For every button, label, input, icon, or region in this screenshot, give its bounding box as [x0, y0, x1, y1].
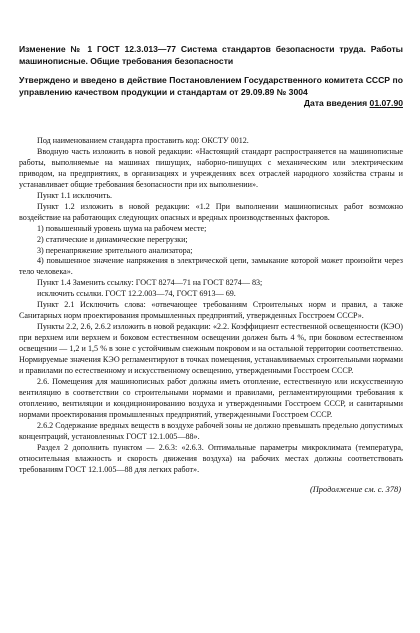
effective-date-line [19, 98, 403, 110]
effective-date-label: Дата введения [303, 98, 368, 109]
approval-block [19, 75, 403, 110]
paragraph: 2.6. Помещения для машинописных работ должны иметь отопление, естественную или искусственную вентиляцию в соответствии со строительными нормами и правилами, регламентирующими требования к отоплению, вентиляции и кондиционированию воздуха и утвержденными Госстроем СССР, и санитарными нормами проектирования промышленных предприятий, утвержденными Госстроем СССР. [19, 376, 403, 419]
paragraph: Пункт 2.1 Исключить слова: «отвечающее требованиям Строительных норм и правил, а также Санитарных норм проектирования промышленных предприятий, утвержденных Госстроем СССР». [19, 300, 403, 321]
paragraph: Вводную часть изложить в новой редакции: «Настоящий стандарт распространяется на машинописные работы, выполняемые на машинах пишущих, наборно-пишущих с механическим или электрическим приводом, на предприятиях, в организациях и учреждениях всех отраслей народного хозяйства страны и устанавливает общие требования безопасности при их выполнении». [19, 146, 403, 189]
list-item: 2) статические и динамические перегрузки; [37, 234, 188, 244]
document-body [19, 136, 403, 476]
paragraph: Под наименованием стандарта проставить код: ОКСТУ 0012. [37, 135, 249, 145]
paragraph: 2.6.2 Содержание вредных веществ в воздухе рабочей зоны не должно превышать предельно допустимых концентраций, установленных ГОСТ 12.1.005—88». [19, 420, 403, 441]
document-page [19, 44, 403, 494]
effective-date: 01.07.90 [369, 98, 403, 109]
list-item: 4) повышенное значение напряжения в электрической цепи, замыкание которой может произойти через тело человека». [19, 256, 403, 277]
approval-text: Утверждено и введено в действие Постановлением Государственного комитета СССР по управлению качеством продукции и стандартам от 29.09.89 № 3004 [19, 75, 403, 97]
paragraph: Пункты 2.2, 2.6, 2.6.2 изложить в новой редакции: «2.2. Коэффициент естественной освещенности (КЭО) при верхнем или верхнем и боковом естественном освещении должен быть 4 %, при боковом естественном освещении — 1,2 и 1,5 % в зоне с устойчивым снежным покровом и на остальной территории соответственно. Нормируемые значения КЭО регламентируют в точках помещения, устанавливаемых строительными нормами и правилами по естественному и искусственному освещению, утвержденными Госстроем СССР. [19, 322, 403, 375]
list-item: 3) перенапряжение зрительного анализатора; [37, 245, 193, 255]
list-item: 1) повышенный уровень шума на рабочем месте; [37, 223, 207, 233]
paragraph: исключить ссылки. ГОСТ 12.2.003—74, ГОСТ 6913— 69. [37, 289, 236, 299]
continued-note: (Продолжение см. с. 378) [309, 484, 401, 494]
paragraph: Пункт 1.1 исключить. [37, 190, 113, 200]
paragraph: Раздел 2 дополнить пунктом — 2.6.3: «2.6.3. Оптимальные параметры микроклимата (температура, относительная влажность и скорость движения воздуха) на рабочих местах должны соответствовать требованиям ГОСТ 12.1.005—88 для легких работ». [19, 442, 403, 474]
amendment-title: Изменение № 1 ГОСТ 12.3.013—77 Система стандартов безопасности труда. Работы машинописные. Общие требования безопасности [19, 44, 403, 66]
paragraph: Пункт 1.4 Заменить ссылку: ГОСТ 8274—71 на ГОСТ 8274— 83; [37, 278, 263, 288]
paragraph: Пункт 1.2 изложить в новой редакции: «1.2 При выполнении машинописных работ возможно воздействие на работающих следующих опасных и вредных производственных факторов. [19, 201, 403, 222]
